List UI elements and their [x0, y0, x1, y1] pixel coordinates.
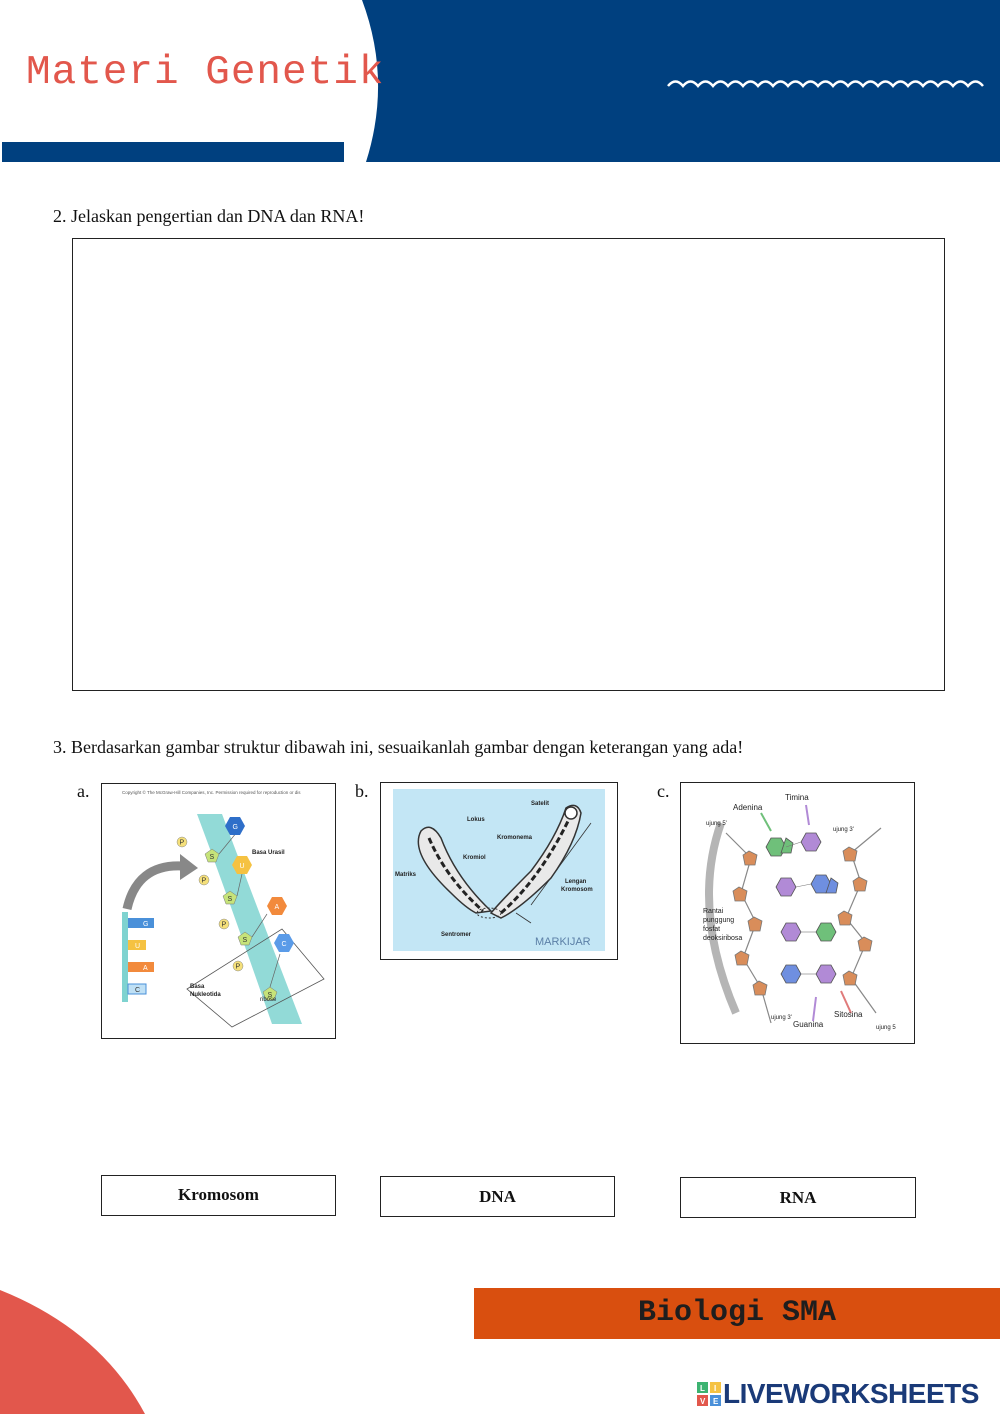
label-ujung3-top: ujung 3': [833, 827, 854, 833]
label-ribose: ribose: [260, 997, 277, 1003]
label-adenina: Adenina: [733, 803, 763, 812]
answer-label-rna[interactable]: [680, 1177, 916, 1218]
label-lengan: Lengan: [565, 879, 587, 885]
strip-base-u: U: [135, 943, 141, 950]
sugar-3: S: [242, 937, 248, 944]
label-nukleotida: Nukleotida: [190, 992, 221, 998]
phosphate-1: P: [179, 839, 185, 847]
figure-c-letter: c.: [657, 781, 670, 801]
figure-c-dna-image: [680, 782, 915, 1044]
label-ujung5-bottom: ujung 5: [876, 1025, 896, 1031]
figure-b-chromosome-image: [380, 782, 618, 960]
label-ujung3-bottom: ujung 3': [771, 1015, 792, 1021]
base-u: U: [239, 863, 245, 870]
watermark: MARKIJAR: [535, 936, 591, 948]
subject-banner: [474, 1288, 1000, 1339]
label-lokus: Lokus: [467, 817, 485, 823]
strip-base-a: A: [143, 965, 148, 972]
liveworksheets-brand[interactable]: [697, 1378, 979, 1410]
strip-base-c: C: [135, 987, 141, 994]
answer-label-rna-text: RNA: [779, 1188, 817, 1207]
svg-text:E: E: [713, 1397, 719, 1406]
sugar-4: S: [267, 992, 273, 999]
label-ujung5-top: ujung 5': [706, 821, 727, 827]
label-kromosom: Kromosom: [561, 887, 593, 893]
figure-a-copyright: Copyright © The McGraw-Hill Companies, Inc. Permission required for reproduction or dis: [122, 790, 301, 795]
label-matriks: Matriks: [395, 872, 417, 878]
label-kromiol: Kromiol: [463, 855, 486, 861]
figure-a-rna-image: [101, 783, 336, 1039]
question-2-text: 2. Jelaskan pengertian dan DNA dan RNA!: [53, 206, 365, 226]
page-title: Materi Genetik: [26, 50, 385, 96]
svg-text:I: I: [714, 1384, 717, 1393]
base-a: A: [274, 904, 280, 911]
svg-text:L: L: [700, 1384, 705, 1393]
answer-label-dna-text: DNA: [479, 1187, 516, 1206]
figure-b-letter: b.: [355, 781, 369, 801]
liveworksheets-logo-icon: [697, 1382, 721, 1406]
svg-text:V: V: [700, 1397, 706, 1406]
question-3-text: 3. Berdasarkan gambar struktur dibawah ini, sesuaikanlah gambar dengan keterangan yang ada!: [53, 737, 744, 757]
label-punggung: punggung: [703, 917, 735, 924]
figure-a-letter: a.: [77, 781, 90, 801]
label-timina: Timina: [785, 793, 809, 802]
label-sentromer: Sentromer: [441, 932, 472, 938]
label-basa: Basa: [190, 984, 205, 990]
base-g: G: [232, 824, 238, 831]
label-deoksiribosa: deoksiribosa: [703, 935, 743, 942]
answer-label-kromosom[interactable]: [101, 1175, 336, 1216]
answer-box-question-2[interactable]: [72, 238, 945, 691]
sugar-2: S: [227, 896, 233, 903]
label-rantai: Rantai: [703, 908, 724, 915]
strip-base-g: G: [143, 921, 149, 928]
label-kromonema: Kromonema: [497, 835, 533, 841]
answer-label-kromosom-text: Kromosom: [178, 1185, 259, 1204]
label-sitosina: Sitosina: [834, 1010, 863, 1019]
footer-corner-decoration: [0, 1290, 150, 1414]
phosphate-3: P: [221, 921, 227, 929]
label-basa-urasil: Basa Urasil: [252, 850, 285, 856]
liveworksheets-text: LIVEWORKSHEETS: [723, 1378, 979, 1409]
subject-banner-text: Biologi SMA: [637, 1296, 837, 1330]
answer-label-dna[interactable]: [380, 1176, 615, 1217]
base-c: C: [281, 941, 287, 948]
phosphate-4: P: [235, 963, 241, 971]
label-satelit: Satelit: [531, 801, 550, 807]
phosphate-2: P: [201, 877, 207, 885]
sugar-1: S: [209, 854, 215, 861]
label-guanina: Guanina: [793, 1020, 824, 1029]
label-fosfat: fosfat: [703, 926, 721, 933]
